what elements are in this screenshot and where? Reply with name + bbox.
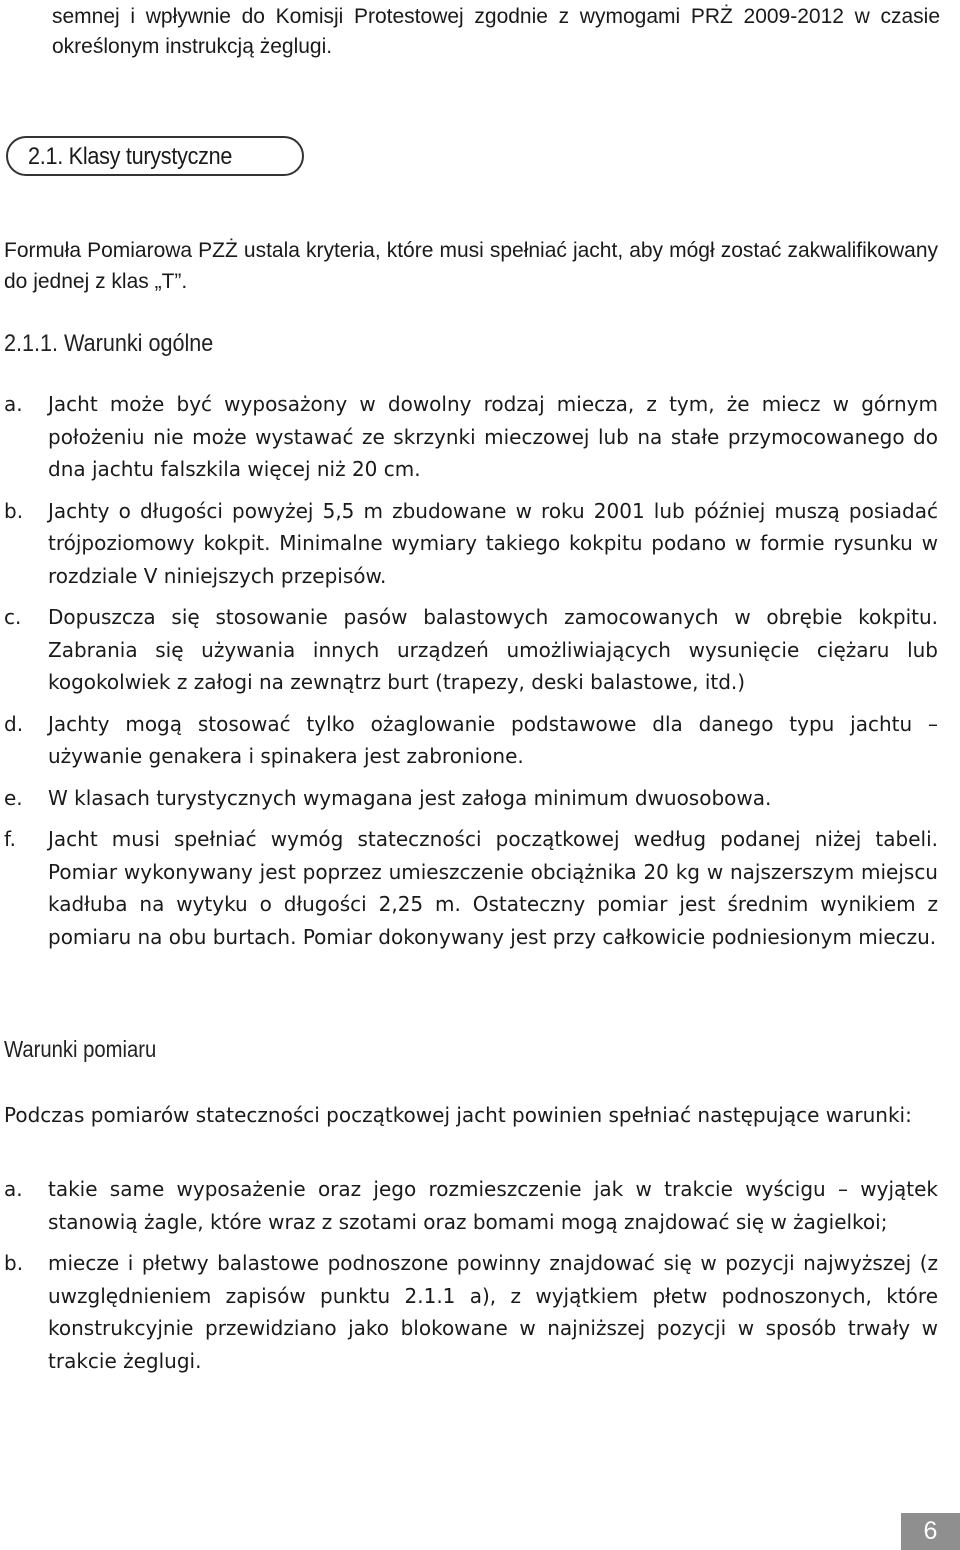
list-item xyxy=(4,1173,938,1238)
list-marker: b. xyxy=(4,1251,24,1275)
list-marker: e. xyxy=(4,785,23,810)
measurement-heading: Warunki pomiaru xyxy=(4,1036,157,1062)
list-item xyxy=(4,782,938,815)
measurement-intro: Podczas pomiarów stateczności początkowej jacht powinien spełniać następujące warunki: xyxy=(4,1103,912,1127)
list-item-text: takie same wyposażenie oraz jego rozmieszczenie jak w trakcie wyścigu – wyjątek stanowią żagle, które wraz z szotami oraz bomami mogą znajdować się w żagielkoi; xyxy=(48,1177,938,1234)
formula-paragraph: Formuła Pomiarowa PZŻ ustala kryteria, które musi spełniać jacht, aby mógł zostać zakwalifikowany do jednej z klas „T”. xyxy=(4,239,938,293)
list-item xyxy=(4,708,938,773)
list-item xyxy=(4,1247,938,1377)
section-title-box xyxy=(6,136,304,176)
page-number: 6 xyxy=(901,1513,960,1550)
list-item-text: miecze i płetwy balastowe podnoszone powinny znajdować się w pozycji najwyższej (z uwzględnieniem zapisów punktu 2.1.1 a), z wyjątkiem płetw podnoszonych, które konstrukcyjnie przewidziano jako blokowane w najniższej pozycji w sposób trwały w trakcie żeglugi. xyxy=(48,1251,938,1373)
list-item xyxy=(4,388,938,486)
list-item xyxy=(4,823,938,953)
list-item-text: Jachty o długości powyżej 5,5 m zbudowane w roku 2001 lub później muszą posiadać trójpoziomowy kokpit. Minimalne wymiary takiego kokpitu podano w formie rysunku w rozdziale V niniejszych przepisów. xyxy=(48,498,938,588)
list-marker: a. xyxy=(4,1177,23,1201)
list-marker: b. xyxy=(4,498,24,523)
list-marker: c. xyxy=(4,605,22,629)
subsection-title: 2.1.1. Warunki ogólne xyxy=(4,330,214,357)
measurement-conditions-list xyxy=(4,1173,938,1386)
intro-paragraph: semnej i wpływnie do Komisji Protestowej zgodnie z wymogami PRŻ 2009-2012 w czasie określonym instrukcją żeglugi. xyxy=(52,5,940,58)
list-item-text: Jacht może być wyposażony w dowolny rodzaj miecza, z tym, że miecz w górnym położeniu nie może wystawać ze skrzynki mieczowej lub na stałe przymocowanego do dna jachtu falszkila więcej niż 20 cm. xyxy=(48,392,938,481)
list-item-text: Dopuszcza się stosowanie pasów balastowych zamocowanych w obrębie kokpitu. Zabrania się używania innych urządzeń umożliwiających wysunięcie ciężaru lub kogokolwiek z załogi na zewnątrz burt (trapezy, deski balastowe, itd.) xyxy=(48,605,938,694)
general-conditions-list xyxy=(4,388,938,962)
list-item xyxy=(4,601,938,699)
list-marker: a. xyxy=(4,392,23,416)
list-item-text: Jachty mogą stosować tylko ożaglowanie podstawowe dla danego typu jachtu – używanie genakera i spinakera jest zabronione. xyxy=(48,711,938,768)
list-item-text: Jacht musi spełniać wymóg stateczności początkowej według podanej niżej tabeli. Pomiar wykonywany jest poprzez umieszczenie obciążnika 20 kg w najszerszym miejscu kadłuba na wytyku o długości 2,25 m. Ostateczny pomiar jest średnim wynikiem z pomiaru na obu burtach. Pomiar dokonywany jest przy całkowicie podniesionym mieczu. xyxy=(48,827,938,949)
list-item-text: W klasach turystycznych wymagana jest załoga minimum dwuosobowa. xyxy=(48,785,772,810)
list-item xyxy=(4,495,938,593)
list-marker: f. xyxy=(4,827,16,851)
list-marker: d. xyxy=(4,711,24,736)
section-title: 2.1. Klasy turystyczne xyxy=(28,143,233,170)
